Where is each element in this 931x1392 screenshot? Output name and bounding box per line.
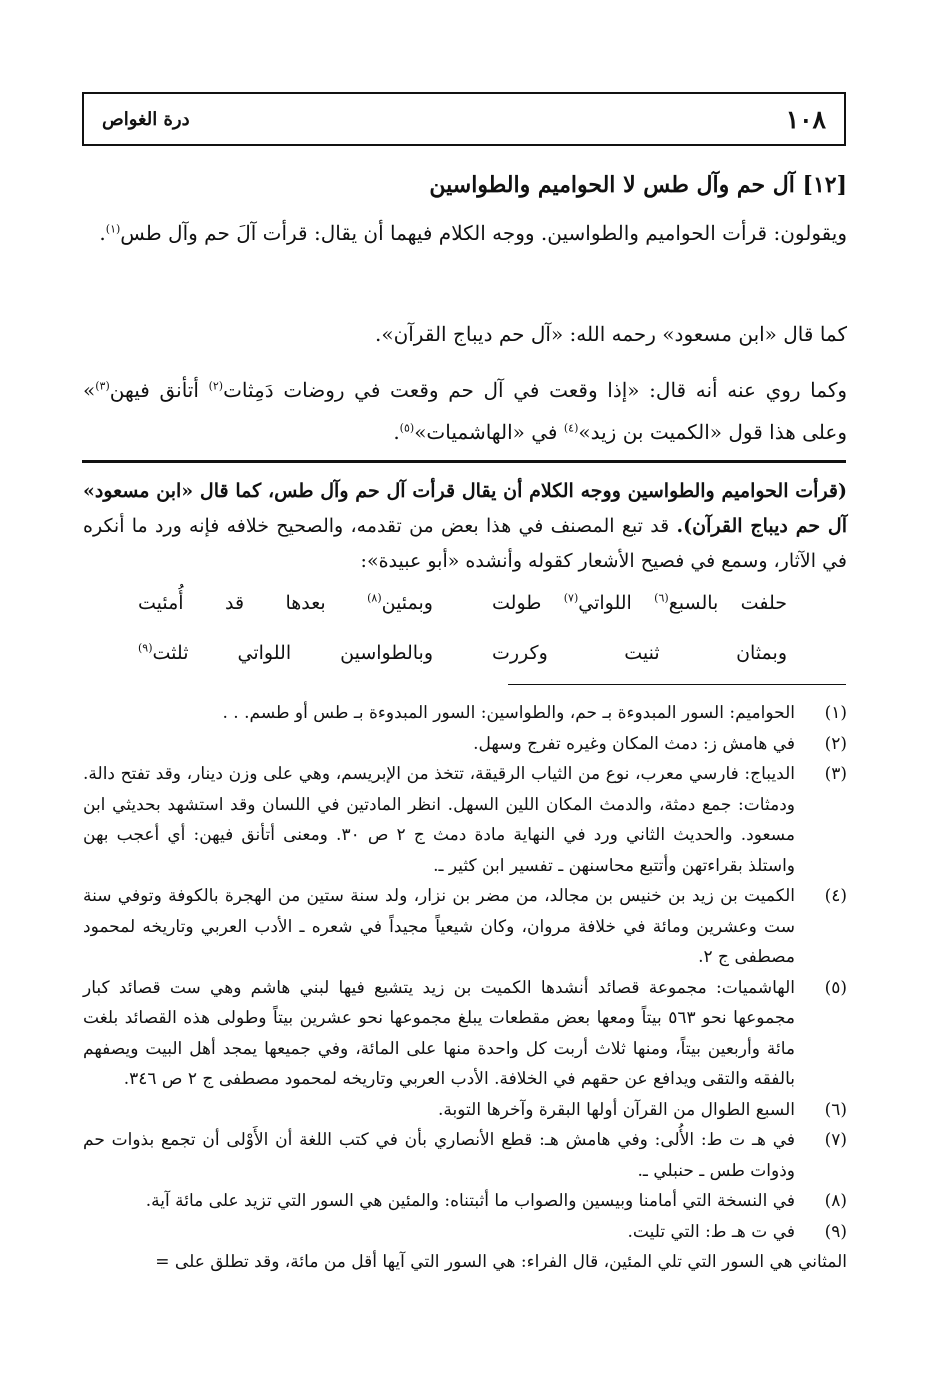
verse-text: اللواتي (578, 592, 655, 614)
footnote-text: في هـ ت ط: الأُلى: وفي هامش هـ: قطع الأنصاري بأن في كتب اللغة أن الأَوْلى أن تجمع بذوات حم وذوات طس ـ حنبلي ـ. (83, 1130, 795, 1181)
verse-hemistich-first (492, 592, 787, 614)
footnote-number: (٤) (824, 886, 847, 906)
footnote (83, 881, 847, 973)
footnote-number: (٥) (824, 977, 847, 998)
footnote-number: (٦) (824, 1099, 847, 1120)
footnote-ref: (٩) (138, 641, 153, 655)
verse-text: بعدها قد أُمئيت (138, 592, 368, 614)
page-header (82, 92, 846, 146)
paragraph-text: في «الهاشميات» (414, 420, 564, 444)
footnote-ref: (١) (105, 222, 121, 236)
paragraph-text: ويقولون: قرأت الحواميم والطواسين. ووجه الكلام فيهما أن يقال: قرأت آلَ حم وآل طس (120, 221, 847, 245)
footnote (83, 1186, 847, 1217)
footnote-ref: (٢) (208, 379, 224, 393)
footnote-number: (٧) (824, 1130, 847, 1150)
footnote-number: (٩) (824, 1221, 847, 1242)
verse-text: حلفت بالسبع (668, 592, 787, 614)
footnote-continuation: المثاني هي السور التي تلي المئين، قال الفراء: هي السور التي آيها أقل من مائة، وقد تطلق على = (155, 1252, 847, 1272)
paragraph-text: أتأنق فيهن (109, 378, 199, 402)
footnote-divider (508, 684, 846, 685)
footnote-text: الهاشميات: مجموعة قصائد أنشدها الكميت بن زيد يتشيع فيها لبني هاشم وهي ست قصائد كبار مجموعها نحو ٥٦٣ بيتاً ومعها بعض مقطعات يبلغ مجموعها نحو عشرين بيتاً وطولى هذه القصائد بلغت مائة وأربعين بيتاً، ومنها ثلاث أربت كل واحدة منها على المائة، وفي جميعها يمجد أهل البيت ويصفهم بالفقه والتقى ويدافع عن حقهم في الخلافة. الأدب العربي وتاريخه لمحمود مصطفى ج ٢ ص ٣٤٦. (83, 977, 795, 1089)
footnote-text: في النسخة التي أمامنا وبيسين والصواب ما أثبتناه: والمئين هي السور التي تزيد على مائة آية. (145, 1191, 795, 1211)
verse-hemistich-first: وبمثان ثنيت وكررت (492, 642, 787, 664)
footnote (83, 1095, 847, 1126)
commentary-text: قد تبع المصنف في هذا بعض من تقدمه، والصحيح خلافه فإنه ورد ما أنكره في الآثار، وسمع في فصيح الأشعار كقوله وأنشده «أبو عبيدة»: (83, 515, 847, 572)
verse-line-2 (83, 642, 847, 682)
footnote-ref: (٤) (563, 421, 579, 435)
footnote-text: الديباج: فارسي معرب، نوع من الثياب الرقيقة، تتخذ من الإبريسم، وهي على وزن دينار، وقد تفتح دالة. ودمثات: جمع دمثة، والدمث المكان اللين السهل. انظر المادتين في اللسان وقد استشهد بحديثي ابن مسعود. والحديث الثاني ورد في النهاية مادة دمث ج ٢ ص ٣٠. ومعنى أتأنق فيهن: أي أعجب بهن واستلذ بقراءتهن وأتتبع محاسنهن ـ تفسير ابن كثير ـ. (83, 764, 795, 876)
footnotes (83, 698, 847, 1278)
paragraph-text: . (99, 221, 106, 245)
paragraph-text: » وعلى هذا قول «الكميت بن زيد» (83, 378, 847, 444)
footnote-number: (١) (824, 703, 847, 723)
verse-text: طولت (492, 592, 564, 614)
verse-hemistich-second (138, 642, 433, 664)
main-paragraph-2: كما قال «ابن مسعود» رحمه الله: «آل حم ديباج القرآن». (374, 322, 847, 346)
footnote-text: في ت هـ ط: التي تليت. (627, 1221, 795, 1242)
footnote-number: (٨) (824, 1191, 847, 1211)
main-paragraph-3 (83, 369, 847, 453)
footnote (83, 1125, 847, 1186)
footnote-ref: (٥) (399, 421, 415, 435)
footnote (83, 729, 847, 760)
verse-text: وبمئين (381, 592, 433, 614)
verse-line-1 (83, 592, 847, 632)
footnote (83, 759, 847, 881)
footnote-ref: (٨) (367, 591, 382, 605)
paragraph-text: . (393, 420, 400, 444)
footnote-ref: (٦) (654, 591, 669, 605)
footnote (83, 698, 847, 729)
section-title: [١٢] آل حم وآل طس لا الحواميم والطواسين (429, 172, 847, 198)
commentary-quote: (قرأت الحواميم والطواسين ووجه الكلام أن يقال قرأت آل حم وآل طس، كما قال «ابن مسعود» آل حم ديباج القرآن). (83, 480, 848, 537)
verse-hemistich-second (138, 592, 433, 614)
main-paragraph-1 (83, 212, 847, 254)
footnote (83, 1217, 847, 1248)
verse-text: وبالطواسين اللواتي ثلثت (152, 642, 433, 664)
footnote-text: الكميت بن زيد بن خنيس بن مجالد، من مضر بن نزار، ولد سنة ستين من الهجرة بالكوفة وتوفي سنة ست وعشرين ومائة في خلافة مروان، وكان شيعياً مجيداً في شعره ـ الأدب العربي وتاريخه لمحمود مصطفى ج ٢. (83, 886, 795, 967)
page-number: ١٠٨ (785, 104, 826, 134)
footnote-text: السبع الطوال من القرآن أولها البقرة وآخرها التوبة. (438, 1099, 795, 1120)
footnote-number: (٢) (824, 733, 847, 754)
paragraph-text: وكما روي عنه أنه قال: «إذا وقعت في آل حم وقعت في روضات دَمِثات (223, 378, 848, 402)
footnote-number: (٣) (824, 764, 847, 784)
section-divider (82, 460, 846, 463)
footnote-text: في هامش ز: دمث المكان وغيره تفرج وسهل. (473, 733, 795, 754)
footnote-ref: (٧) (563, 591, 579, 605)
commentary-paragraph (83, 474, 847, 579)
footnote-text: الحواميم: السور المبدوءة بـ حم، والطواسين: السور المبدوءة بـ طس أو طسم. . . (222, 703, 795, 723)
book-title: درة الغواص (102, 108, 190, 130)
footnote (83, 973, 847, 1095)
footnote-ref: (٣) (95, 379, 110, 393)
